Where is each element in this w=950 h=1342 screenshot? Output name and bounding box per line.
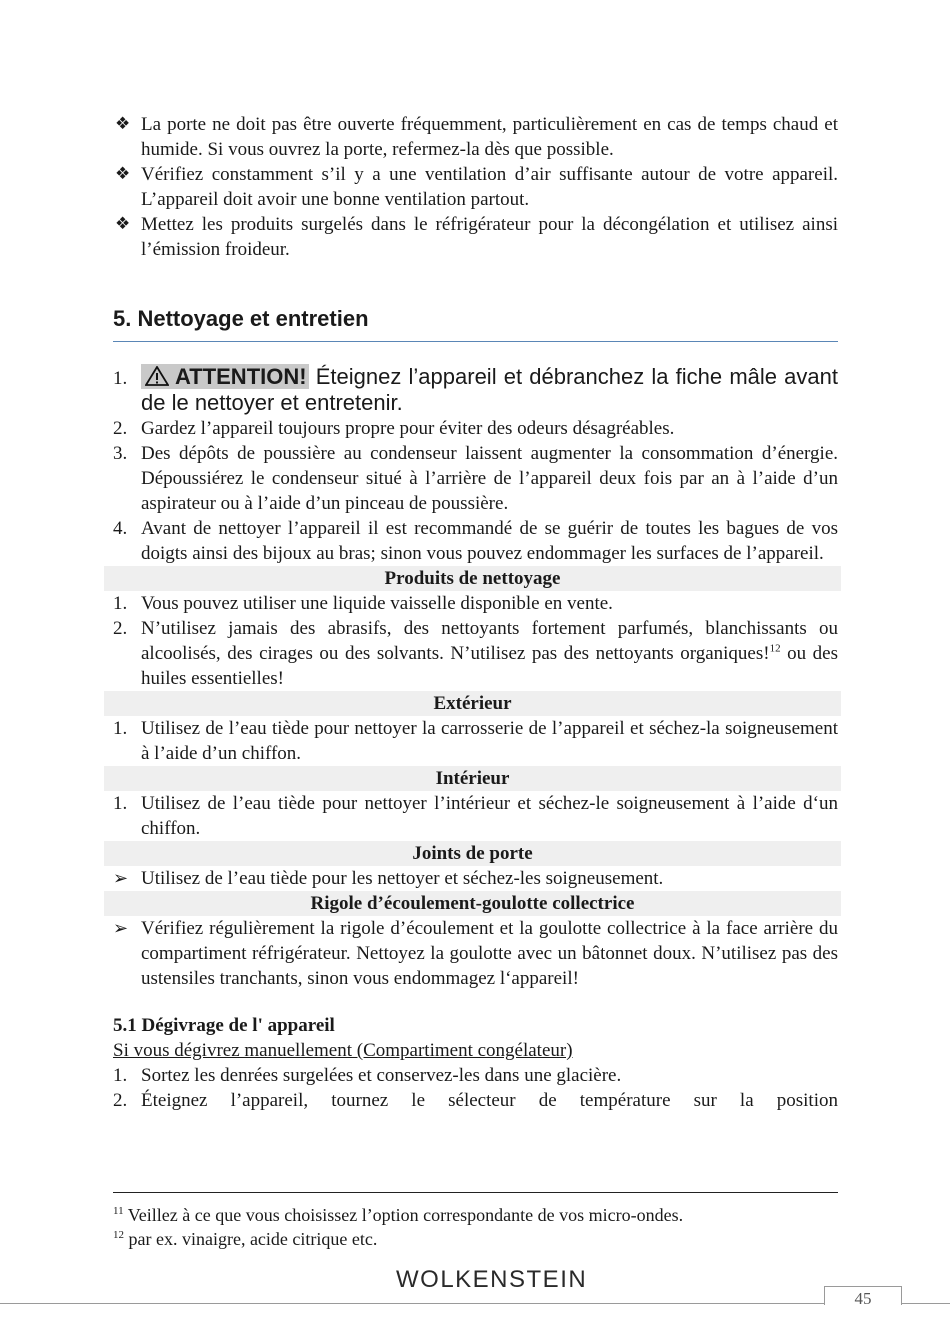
- attention-badge: ATTENTION!: [141, 364, 309, 389]
- page-number: 45: [824, 1286, 902, 1305]
- list-item: [113, 112, 838, 162]
- list-item: [113, 516, 838, 566]
- list-number: 1.: [113, 1065, 128, 1086]
- list-item: [113, 162, 838, 212]
- list-item: [113, 791, 838, 841]
- list-number: 1.: [113, 368, 128, 389]
- footnote: $^{11}$ Veillez à ce que vous choisissez l’option correspondante de vos micro-ondes.: [113, 1205, 684, 1225]
- list-item: [113, 1088, 838, 1113]
- list-text: Des dépôts de poussière au condenseur laissent augmenter la consommation d’énergie. Dépoussiérez le condenseur situé à l’arrière de l’appareil deux fois par an à l’aide d’un aspirateur ou à l’aide d’un pinceau de poussière.: [141, 443, 838, 514]
- list-text: Utilisez de l’eau tiède pour nettoyer la carrosserie de l’appareil et séchez-la soigneusement à l’aide d’un chiffon.: [141, 718, 838, 764]
- footnote-ref: 12: [769, 642, 781, 655]
- list-text: Utilisez de l’eau tiède pour les nettoyer et séchez-les soigneusement.: [141, 868, 664, 889]
- list-item: [113, 716, 838, 766]
- list-text: Avant de nettoyer l’appareil il est recommandé de se guérir de toutes les bagues de vos doigts ainsi des bijoux au bras; sinon vous pouvez endommager les surfaces de l’appareil.: [141, 518, 838, 564]
- arrow-bullet-icon: ➢: [113, 868, 129, 889]
- list-number: 1.: [113, 718, 128, 739]
- list-number: 1.: [113, 593, 128, 614]
- list-number: 4.: [113, 518, 128, 539]
- list-text: Vous pouvez utiliser une liquide vaisselle disponible en vente.: [141, 593, 613, 614]
- footnote: $^{12}$ par ex. vinaigre, acide citrique etc.: [113, 1229, 378, 1249]
- list-number: 2.: [113, 1090, 128, 1111]
- subsection-subtitle: Si vous dégivrez manuellement (Compartiment congélateur): [113, 1040, 573, 1061]
- list-number: 2.: [113, 418, 128, 439]
- diamond-bullet-icon: ❖: [115, 214, 131, 233]
- attention-text: ATTENTION! Éteignez l’appareil et débranchez la fiche mâle avant de le nettoyer et entretenir.: [141, 364, 838, 415]
- list-text: Gardez l’appareil toujours propre pour éviter des odeurs désagréables.: [141, 418, 675, 439]
- attention-item: [113, 364, 838, 416]
- list-item: [113, 1063, 838, 1088]
- bullet-text: Vérifiez constamment s’il y a une ventilation d’air suffisante autour de votre appareil. L’appareil doit avoir une bonne ventilation partout.: [141, 164, 838, 210]
- list-number: 1.: [113, 793, 128, 814]
- list-item: [113, 916, 838, 991]
- footnote-divider: [113, 1192, 838, 1193]
- list-item: [113, 416, 838, 441]
- diamond-bullet-icon: ❖: [115, 114, 131, 133]
- page-body: [113, 112, 838, 1113]
- list-text: N’utilisez jamais des abrasifs, des nettoyants fortement parfumés, blanchissants ou alcoolisés, des cirages ou des solvants. N’utilisez pas des nettoyants organiques!$^{12}$ ou des huiles essentielles!: [141, 618, 839, 689]
- brand-logo: WOLKENSTEIN: [396, 1266, 588, 1293]
- footer-rule: [0, 1303, 950, 1304]
- footnotes: [113, 1203, 838, 1251]
- subheading-rigole: Rigole d’écoulement-goulotte collectrice: [104, 891, 841, 916]
- subsection-title: 5.1 Dégivrage de l' appareil: [113, 1015, 335, 1036]
- list-item: [113, 866, 838, 891]
- list-item: [113, 441, 838, 516]
- list-text: Sortez les denrées surgelées et conservez-les dans une glacière.: [141, 1065, 622, 1086]
- list-item: [113, 212, 838, 262]
- subheading-interieur: Intérieur: [104, 766, 841, 791]
- arrow-bullet-icon: ➢: [113, 918, 129, 939]
- subheading-joints: Joints de porte: [104, 841, 841, 866]
- list-text: Utilisez de l’eau tiède pour nettoyer l’intérieur et séchez-le soigneusement à l’aide d‘un chiffon.: [141, 793, 838, 839]
- subheading-produits: Produits de nettoyage: [104, 566, 841, 591]
- bullet-text: Mettez les produits surgelés dans le réfrigérateur pour la décongélation et utilisez ainsi l’émission froideur.: [141, 214, 838, 260]
- subheading-exterieur: Extérieur: [104, 691, 841, 716]
- list-text: Vérifiez régulièrement la rigole d’écoulement et la goulotte collectrice à la face arrière du compartiment réfrigérateur. Nettoyez la goulotte avec un bâtonnet doux. N’utilisez pas des ustensiles tranchants, sinon vous endommagez l‘appareil!: [141, 918, 838, 989]
- list-item: [113, 591, 838, 616]
- bullet-text: La porte ne doit pas être ouverte fréquemment, particulièrement en cas de temps chaud et humide. Si vous ouvrez la porte, refermez-la dès que possible.: [141, 114, 838, 160]
- list-item: [113, 616, 838, 691]
- list-number: 2.: [113, 618, 128, 639]
- section-title: 5. Nettoyage et entretien: [113, 306, 838, 342]
- list-text: Éteignez l’appareil, tournez le sélecteur de température sur la position: [141, 1090, 838, 1111]
- list-number: 3.: [113, 443, 128, 464]
- warning-icon: [145, 366, 169, 386]
- diamond-bullet-icon: ❖: [115, 164, 131, 183]
